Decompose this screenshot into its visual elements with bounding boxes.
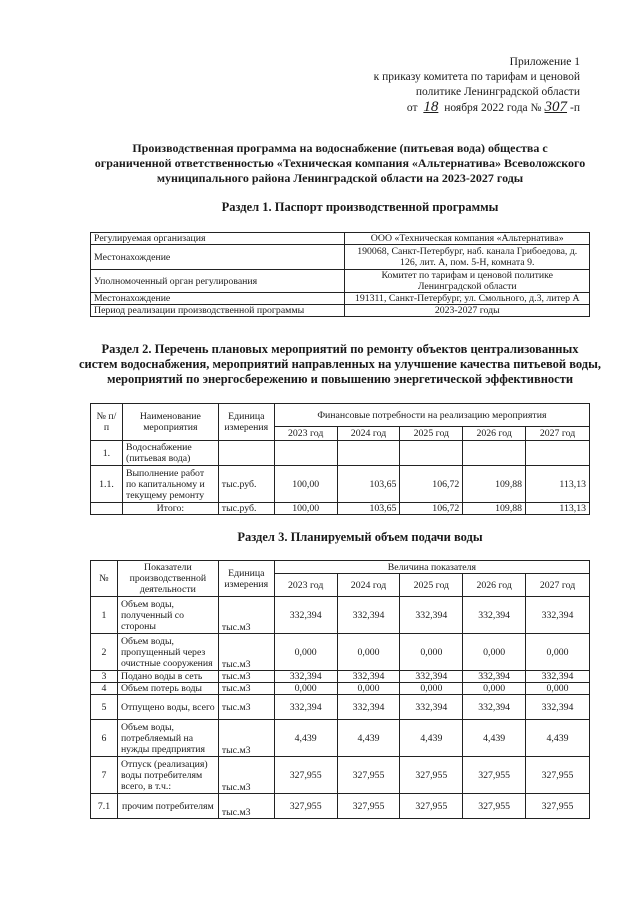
handwritten-number: 307 (544, 99, 568, 115)
appendix-line3: политике Ленинградской области (415, 86, 580, 98)
table-row: 5 Отпущено воды, всего тыс.м3 332,394 332,394 332,394 332,394 332,394 (91, 695, 590, 720)
table-row: 3 Подано воды в сеть тыс.м3 332,394 332,394 332,394 332,394 332,394 (91, 671, 590, 683)
header-num: № п/п (91, 404, 123, 441)
table-row: Местонахождение 190068, Санкт-Петербург, наб. канала Грибоедова, д. 126, лит. А, пом. 5-Н, комната 9. (91, 245, 590, 270)
section2-heading: Раздел 2. Перечень плановых мероприятий по ремонту объектов централизованных систем водоснабжения, мероприятий направленных на улучшение качества питьевой воды, мероприятий по энергосбережению и повышению энергетической эффективности (78, 342, 602, 386)
header-unit: Единица измерения (218, 561, 274, 597)
header-finance: Финансовые потребности на реализацию мероприятия (274, 404, 589, 427)
passport-table (90, 232, 590, 317)
header-indicator: Показатели производственной деятельности (117, 561, 218, 597)
table-row: Уполномоченный орган регулирования Комитет по тарифам и ценовой политике Ленинградской области (91, 270, 590, 293)
table-row: 1. Водоснабжение (питьевая вода) (91, 441, 590, 466)
water-volume-table: № Показатели производственной деятельности Единица измерения Величина показателя 2023 год 2024 год 2025 год 2026 год 2027 год 1 Объем воды, полученный со стороны тыс.м3 332,394 332,394 332,394 332,394 332,394 2 Объем воды, пропущенный через очистные сооружения тыс.м3 0,000 0,000 0,000 0,000 0,000 3 Подано воды в сеть тыс.м3 332,394 332,394 332,394 332,394 332,394 4 Объем потерь воды тыс.м3 0,000 0,000 0,000 0,000 0,000 5 Отпущено воды, всего тыс.м3 332,394 332,394 332,394 332,394 332,394 6 Объем воды, потребляемый на нужды предприятия тыс.м3 4,439 4,439 4,439 4,439 4,439 7 Отпуск (реализация) воды потребителям всего, в т.ч.: тыс.м3 327,955 327,955 327,955 327,955 327,955 7.1 прочим потребителям тыс.м3 327,955 327,955 327,955 327,955 327,955 (90, 560, 590, 819)
appendix-date: от 18 ноября 2022 года № 307 -п (406, 99, 580, 115)
table-row: 4 Объем потерь воды тыс.м3 0,000 0,000 0,000 0,000 0,000 (91, 683, 590, 695)
table-row: Регулируемая организация ООО «Техническая компания «Альтернатива» (91, 233, 590, 245)
table-row: Период реализации производственной программы 2023-2027 годы (91, 305, 590, 317)
header-value: Величина показателя (274, 561, 589, 574)
table-row: Местонахождение 191311, Санкт-Петербург, ул. Смольного, д.3, литер А (91, 293, 590, 305)
header-unit: Единица измерения (218, 404, 274, 441)
table-row: 1.1. Выполнение работ по капитальному и текущему ремонту тыс.руб. 100,00 103,65 106,72 109,88 113,13 (91, 466, 590, 503)
appendix-line2: к приказу комитета по тарифам и ценовой (373, 71, 580, 83)
measures-table: № п/п Наименование мероприятия Единица измерения Финансовые потребности на реализацию мероприятия 2023 год 2024 год 2025 год 2026 год 2027 год 1. Водоснабжение (питьевая вода) 1.1. Выполнение работ по капитальному и текущему ремонту тыс.руб. 100,00 103,65 106,72 109,88 113,13 Итого: тыс.руб. 100,00 103,65 106,72 109,88 113,13 (90, 403, 590, 515)
section3-heading: Раздел 3. Планируемый объем подачи воды (237, 530, 483, 544)
appendix-line1: Приложение 1 (509, 56, 580, 68)
table-row-total: Итого: тыс.руб. 100,00 103,65 106,72 109,88 113,13 (91, 503, 590, 515)
table-row: 7 Отпуск (реализация) воды потребителям всего, в т.ч.: тыс.м3 327,955 327,955 327,955 327,955 327,955 (91, 757, 590, 794)
header-name: Наименование мероприятия (122, 404, 218, 441)
table-row: 6 Объем воды, потребляемый на нужды предприятия тыс.м3 4,439 4,439 4,439 4,439 4,439 (91, 720, 590, 757)
table-row: 2 Объем воды, пропущенный через очистные сооружения тыс.м3 0,000 0,000 0,000 0,000 0,000 (91, 634, 590, 671)
document-title: Производственная программа на водоснабжение (питьевая вода) общества с ограниченной ответственностью «Техническая компания «Альтернатива» Всеволожского муниципального района Ленинградской области на 2023-2027 годы (94, 141, 586, 185)
handwritten-day: 18 (423, 99, 439, 115)
header-num: № (91, 561, 118, 597)
section1-heading: Раздел 1. Паспорт производственной программы (221, 200, 499, 214)
table-row: 1 Объем воды, полученный со стороны тыс.м3 332,394 332,394 332,394 332,394 332,394 (91, 597, 590, 634)
appendix-block (340, 55, 580, 116)
table-row: 7.1 прочим потребителям тыс.м3 327,955 327,955 327,955 327,955 327,955 (91, 794, 590, 819)
